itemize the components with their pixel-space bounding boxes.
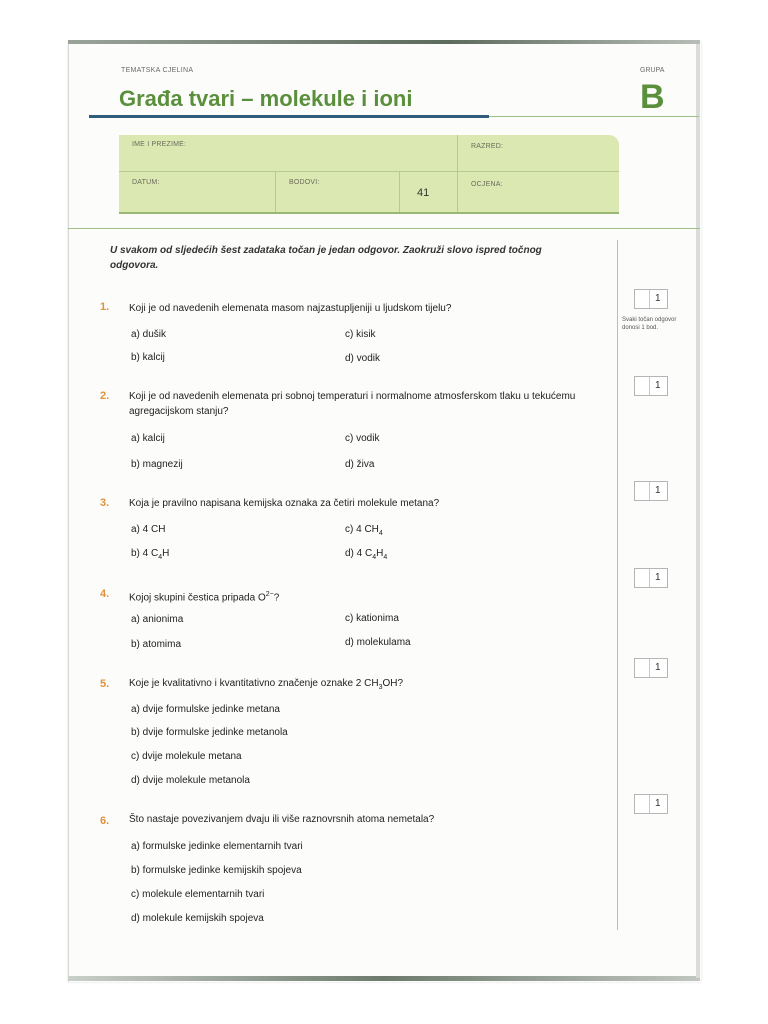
- score-box: [634, 481, 668, 501]
- question-text: [129, 587, 579, 605]
- header-divider: [68, 228, 700, 229]
- answer-option-d[interactable]: d) živa: [345, 459, 375, 470]
- answer-option-a[interactable]: a) anionima: [131, 614, 184, 625]
- question-number: 6.: [100, 815, 110, 827]
- date-field-label: DATUM:: [132, 179, 160, 186]
- score-points: 1: [655, 485, 661, 496]
- answer-option-a[interactable]: a) dušik: [131, 329, 167, 340]
- question-text: Koja je pravilno napisana kemijska oznaka za četiri molekule metana?: [129, 498, 440, 509]
- formula-subscript: 4: [158, 554, 163, 561]
- answer-option-d[interactable]: d) molekulama: [345, 637, 411, 648]
- answer-option-b[interactable]: b) atomima: [131, 639, 182, 650]
- page-right-shade: [696, 44, 700, 978]
- answer-option-a[interactable]: a) 4 CH: [131, 524, 166, 535]
- score-box: [634, 794, 668, 814]
- section-kicker: TEMATSKA CJELINA: [121, 67, 194, 74]
- answer-option-a[interactable]: a) formulske jedinke elementarnih tvari: [131, 841, 303, 852]
- score-points: 1: [655, 380, 661, 391]
- answer-option-c[interactable]: c) kationima: [345, 613, 399, 624]
- answer-option-a[interactable]: a) kalcij: [131, 433, 165, 444]
- formula-part: H: [162, 548, 170, 559]
- title-underline: [89, 115, 489, 118]
- form-col-divider: [275, 171, 276, 212]
- score-box: [634, 289, 668, 309]
- score-points: 1: [655, 798, 661, 809]
- question-number: 4.: [100, 588, 110, 600]
- name-field-label: IME I PREZIME:: [132, 141, 187, 148]
- question-number: 2.: [100, 390, 110, 402]
- question-number: 1.: [100, 301, 110, 313]
- points-total-value: 41: [417, 187, 430, 199]
- answer-option-b[interactable]: [131, 548, 169, 561]
- form-col-divider: [399, 171, 400, 212]
- formula-part: c) 4 CH: [345, 524, 379, 535]
- answer-option-a[interactable]: a) dvije formulske jedinke metana: [131, 704, 280, 715]
- group-label: GRUPA: [640, 67, 665, 74]
- group-letter: B: [640, 78, 665, 116]
- points-field-label: BODOVI:: [289, 179, 320, 186]
- answer-option-b[interactable]: b) formulske jedinke kemijskih spojeva: [131, 865, 302, 876]
- formula-subscript: 4: [383, 554, 388, 561]
- answer-option-d[interactable]: [345, 548, 387, 561]
- question-text-part: ?: [273, 592, 280, 604]
- question-text-part: OH?: [382, 678, 404, 689]
- answer-option-b[interactable]: b) kalcij: [131, 352, 165, 363]
- question-text: [129, 676, 579, 695]
- formula-part: d) 4 C: [345, 548, 373, 559]
- answer-option-c[interactable]: c) vodik: [345, 433, 380, 444]
- class-field-label: RAZRED:: [471, 143, 504, 150]
- score-points: 1: [655, 662, 661, 673]
- question-text: Koji je od navedenih elemenata pri sobnoj temperaturi i normalnome atmosferskom tlaku u tekućemu agregacijskom stanju?: [129, 391, 576, 417]
- score-points: 1: [655, 572, 661, 583]
- answer-option-d[interactable]: d) molekule kemijskih spojeva: [131, 913, 264, 924]
- score-box: [634, 658, 668, 678]
- answer-option-c[interactable]: c) dvije molekule metana: [131, 751, 242, 762]
- answer-option-d[interactable]: d) dvije molekule metanola: [131, 775, 250, 786]
- question-text: Koji je od navedenih elemenata masom najzastupljeniji u ljudskom tijelu?: [129, 303, 452, 314]
- score-points: 1: [655, 293, 661, 304]
- answer-option-c[interactable]: [345, 524, 383, 537]
- score-column-rule: [617, 240, 618, 930]
- formula-part: H: [376, 548, 384, 559]
- title-underline-extension: [489, 116, 699, 117]
- form-col-divider: [457, 135, 458, 212]
- score-box: [634, 568, 668, 588]
- answer-option-b[interactable]: b) magnezij: [131, 459, 183, 470]
- form-row-divider: [119, 171, 619, 172]
- score-box: [634, 376, 668, 396]
- page-title: Građa tvari – molekule i ioni: [119, 86, 413, 111]
- formula-subscript: 4: [378, 530, 383, 537]
- question-number: 3.: [100, 497, 110, 509]
- formula-subscript: 3: [378, 684, 383, 691]
- scoring-note: Svaki točan odgovor donosi 1 bod.: [622, 317, 677, 331]
- student-info-form: [119, 135, 619, 214]
- grade-field-label: OCJENA:: [471, 181, 503, 188]
- answer-option-c[interactable]: c) kisik: [345, 329, 376, 340]
- formula-subscript: 4: [372, 554, 377, 561]
- page-top-edge: [68, 40, 700, 44]
- answer-option-d[interactable]: d) vodik: [345, 353, 381, 364]
- page-bottom-edge: [68, 976, 700, 981]
- answer-option-c[interactable]: c) molekule elementarnih tvari: [131, 889, 265, 900]
- formula-part: b) 4 C: [131, 548, 159, 559]
- charge-superscript: 2−: [265, 591, 274, 598]
- question-text-part: Kojoj skupini čestica pripada O: [129, 592, 266, 604]
- question-text: Što nastaje povezivanjem dvaju ili više raznovrsnih atoma nemetala?: [129, 814, 435, 825]
- instructions-text: U svakom od sljedećih šest zadataka točan je jedan odgovor. Zaokruži slovo ispred točnog odgovora.: [110, 245, 542, 271]
- answer-option-b[interactable]: b) dvije formulske jedinke metanola: [131, 727, 288, 738]
- question-text-part: Koje je kvalitativno i kvantitativno značenje oznake 2 CH: [129, 678, 379, 689]
- question-number: 5.: [100, 678, 110, 690]
